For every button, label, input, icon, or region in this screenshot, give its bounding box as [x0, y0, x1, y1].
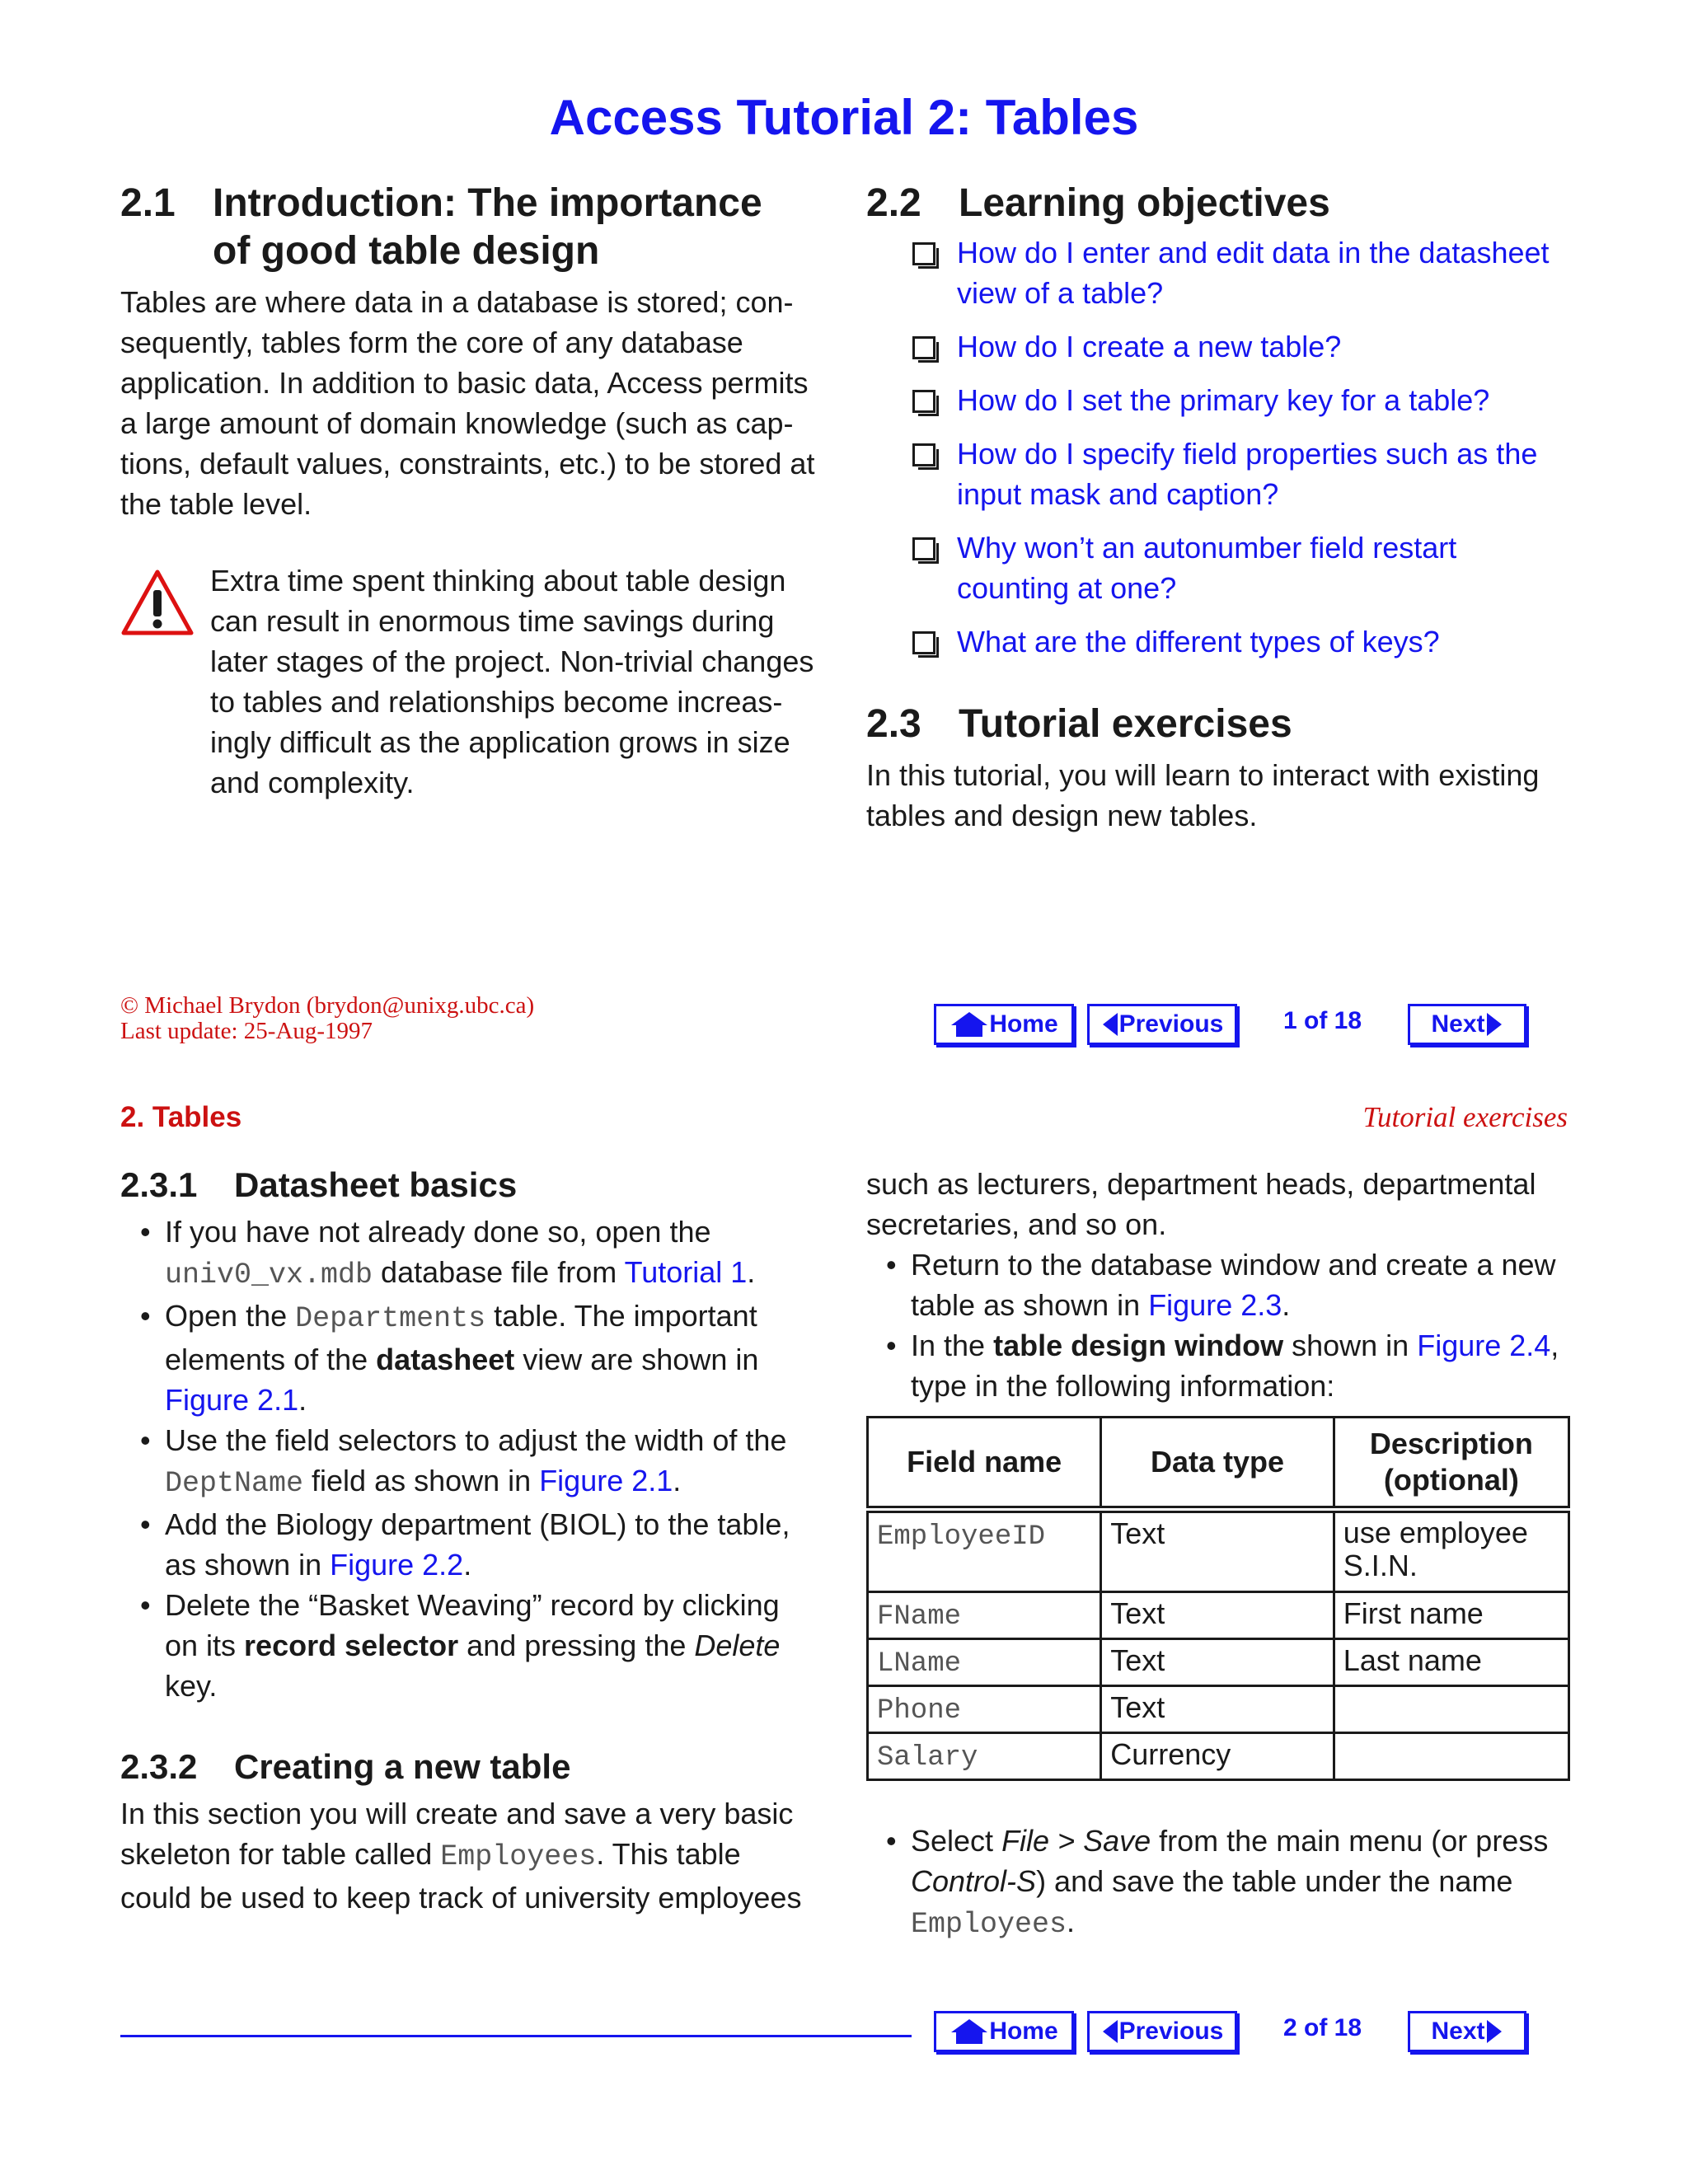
- page-number: 1 of 18: [1283, 1007, 1362, 1034]
- para-line: sequently, tables form the core of any database: [120, 326, 743, 359]
- para-line: In this tutorial, you will learn to interact with existing: [866, 758, 1540, 792]
- text: .: [298, 1383, 307, 1417]
- text: database file from: [373, 1255, 625, 1289]
- table-cell: Currency: [1101, 1733, 1334, 1780]
- warning-line: can result in enormous time savings during: [210, 604, 775, 638]
- objective-item[interactable]: [866, 232, 1608, 313]
- previous-button[interactable]: [1087, 2011, 1237, 2052]
- figure-2-1-link[interactable]: Figure 2.1: [165, 1383, 299, 1417]
- section-number: 2.2: [866, 181, 921, 225]
- next-arrow-icon: [1485, 2018, 1503, 2045]
- text: shown in: [1283, 1329, 1418, 1362]
- table-cell: [1334, 1733, 1568, 1780]
- left-column: [120, 1164, 837, 1918]
- objective-item[interactable]: [866, 527, 1608, 608]
- bold-text: datasheet: [376, 1343, 515, 1376]
- checkbox-icon: [912, 390, 935, 413]
- home-button[interactable]: [934, 2011, 1074, 2052]
- page-title: Access Tutorial 2: Tables: [549, 90, 1139, 145]
- next-arrow-icon: [1485, 1011, 1503, 1038]
- table-row: [868, 1510, 1569, 1592]
- previous-label: Previous: [1118, 1010, 1224, 1038]
- text: table. The important: [485, 1299, 757, 1333]
- home-label: Home: [989, 2018, 1058, 2045]
- text: ,: [1550, 1329, 1559, 1362]
- previous-label: Previous: [1118, 2018, 1224, 2045]
- table-row: [868, 1592, 1569, 1639]
- para-line: secretaries, and so on.: [866, 1207, 1167, 1241]
- objective-line: input mask and caption?: [957, 477, 1279, 511]
- table-header-row: [868, 1418, 1569, 1510]
- text: elements of the: [165, 1343, 377, 1376]
- objective-line: How do I set the primary key for a table?: [957, 383, 1490, 417]
- header-line: (optional): [1383, 1463, 1519, 1497]
- bold-text: record selector: [244, 1629, 459, 1662]
- text: and pressing the: [458, 1629, 695, 1662]
- column-header: [1334, 1418, 1568, 1510]
- table-cell: [1334, 1510, 1568, 1592]
- field-name: Phone: [877, 1695, 962, 1727]
- section-2-1-heading: [120, 180, 829, 275]
- subsection-title: Datasheet basics: [234, 1165, 518, 1204]
- fields-table: [866, 1416, 1570, 1781]
- copyright-footer: [120, 993, 534, 1044]
- table-cell: [1334, 1686, 1568, 1733]
- checkbox-icon: [912, 537, 935, 560]
- objective-item[interactable]: [866, 621, 1608, 662]
- intro-paragraph: [120, 282, 829, 524]
- list-item: [866, 1821, 1616, 1945]
- subsection-title: Creating a new table: [234, 1747, 571, 1786]
- next-label: Next: [1431, 2018, 1485, 2045]
- para-line: a large amount of domain knowledge (such as cap-: [120, 406, 794, 440]
- text: .: [673, 1464, 682, 1497]
- table-name: Employees: [440, 1840, 597, 1873]
- text: skeleton for table called: [120, 1837, 441, 1871]
- list-item: [866, 1325, 1616, 1406]
- copyright: © Michael Brydon (brydon@unixg.ubc.ca): [120, 992, 535, 1019]
- table-cell: [868, 1510, 1101, 1592]
- text: table as shown in: [911, 1288, 1149, 1322]
- tutorial-1-link[interactable]: Tutorial 1: [624, 1255, 748, 1289]
- figure-2-3-link[interactable]: Figure 2.3: [1148, 1288, 1282, 1322]
- header-line: Description: [1369, 1427, 1533, 1460]
- text: Return to the database window and create a new: [911, 1248, 1556, 1282]
- figure-2-4-link[interactable]: Figure 2.4: [1417, 1329, 1551, 1362]
- chapter-header: 2. Tables: [120, 1101, 242, 1133]
- objective-item[interactable]: [866, 434, 1608, 514]
- text: Open the: [165, 1299, 296, 1333]
- table-cell: Last name: [1334, 1639, 1568, 1686]
- para-line: tions, default values, constraints, etc.) to be stored at: [120, 447, 815, 480]
- checkbox-icon: [912, 336, 935, 359]
- text: Use the field selectors to adjust the width of the: [165, 1423, 787, 1457]
- warning-line: later stages of the project. Non-trivial changes: [210, 644, 814, 678]
- objective-line: How do I enter and edit data in the datasheet: [957, 236, 1550, 269]
- text: on its: [165, 1629, 245, 1662]
- figure-2-1-link[interactable]: Figure 2.1: [539, 1464, 673, 1497]
- field-name: Salary: [877, 1742, 978, 1774]
- objective-item[interactable]: [866, 380, 1608, 420]
- list-item: [120, 1504, 837, 1585]
- warning-text: [210, 560, 837, 803]
- table-cell: Text: [1101, 1639, 1334, 1686]
- creating-table-paragraph: [120, 1793, 837, 1918]
- text: field as shown in: [303, 1464, 540, 1497]
- text: from the main menu (or press: [1151, 1824, 1549, 1858]
- text: type in the following information:: [911, 1369, 1335, 1403]
- para-line: Tables are where data in a database is stored; con-: [120, 285, 794, 319]
- table-cell: [868, 1592, 1101, 1639]
- checkbox-icon: [912, 242, 935, 265]
- text: Delete the “Basket Weaving” record by clicking: [165, 1588, 780, 1622]
- home-label: Home: [989, 1010, 1058, 1038]
- checkbox-icon: [912, 631, 935, 654]
- italic-text: Control-S: [911, 1864, 1037, 1898]
- text: ) and save the table under the name: [1036, 1864, 1513, 1898]
- home-icon: [950, 1010, 989, 1038]
- list-item: [120, 1585, 837, 1706]
- footer-rule: [120, 2035, 912, 2037]
- previous-button[interactable]: [1087, 1004, 1237, 1045]
- warning-line: and complexity.: [210, 766, 415, 799]
- objective-line: How do I specify field properties such as the: [957, 437, 1538, 471]
- design-steps: [866, 1244, 1616, 1406]
- field-name: LName: [877, 1648, 962, 1680]
- objectives-list: [866, 232, 1608, 662]
- section-2-3-heading: [866, 701, 1608, 748]
- warning-line: ingly difficult as the application grows in size: [210, 725, 790, 759]
- home-icon: [950, 2018, 989, 2046]
- table-row: [868, 1686, 1569, 1733]
- subsection-number: 2.3.1: [120, 1165, 198, 1204]
- text: .: [747, 1255, 756, 1289]
- section-2-2: [866, 180, 1608, 675]
- column-header: Data type: [1101, 1418, 1334, 1510]
- section-number: 2.1: [120, 181, 176, 225]
- page-number: 2 of 18: [1283, 2014, 1362, 2041]
- file-name: univ0_vx.mdb: [165, 1258, 373, 1291]
- text: . This table: [596, 1837, 741, 1871]
- table-name: Departments: [295, 1302, 486, 1335]
- para-line: could be used to keep track of university employees: [120, 1881, 802, 1915]
- section-2-3: [866, 701, 1608, 836]
- save-steps: [866, 1821, 1616, 1945]
- text: Select: [911, 1824, 1002, 1858]
- text: If you have not already done so, open the: [165, 1215, 711, 1249]
- column-header: Field name: [868, 1418, 1101, 1510]
- text: .: [463, 1548, 472, 1582]
- text: .: [1067, 1905, 1076, 1938]
- section-number: 2.3: [866, 702, 921, 746]
- bold-text: table design window: [993, 1329, 1284, 1362]
- right-column: [866, 1164, 1616, 1945]
- next-button[interactable]: [1408, 2011, 1526, 2052]
- subsection-number: 2.3.2: [120, 1747, 198, 1786]
- table-row: [868, 1639, 1569, 1686]
- italic-text: File > Save: [1001, 1824, 1151, 1858]
- table-name: Employees: [911, 1908, 1067, 1941]
- list-item: [866, 1244, 1616, 1325]
- warning-line: to tables and relationships become increas-: [210, 685, 783, 719]
- objective-line: What are the different types of keys?: [957, 625, 1440, 658]
- text: view are shown in: [514, 1343, 759, 1376]
- text: as shown in: [165, 1548, 331, 1582]
- table-cell: Text: [1101, 1510, 1334, 1592]
- table-cell: [868, 1733, 1101, 1780]
- table-cell: [868, 1639, 1101, 1686]
- desc-line: S.I.N.: [1343, 1549, 1418, 1582]
- home-button[interactable]: [934, 1004, 1074, 1045]
- field-name: EmployeeID: [877, 1521, 1046, 1553]
- next-button[interactable]: [1408, 1004, 1526, 1045]
- text: In the: [911, 1329, 994, 1362]
- table-cell: [868, 1686, 1101, 1733]
- para-line: [120, 1834, 837, 1877]
- objective-line: Why won’t an autonumber field restart: [957, 531, 1457, 565]
- text: key.: [165, 1669, 218, 1703]
- italic-text: Delete: [694, 1629, 781, 1662]
- field-name: DeptName: [165, 1467, 304, 1500]
- objective-item[interactable]: [866, 326, 1608, 367]
- para-line: In this section you will create and save a very basic: [120, 1797, 794, 1830]
- previous-arrow-icon: [1101, 2018, 1119, 2045]
- subsection-2-3-2-heading: [120, 1746, 837, 1788]
- checkbox-icon: [912, 443, 935, 466]
- table-cell: Text: [1101, 1686, 1334, 1733]
- section-title: Learning objectives: [959, 181, 1330, 225]
- table-row: [868, 1733, 1569, 1780]
- table-cell: Text: [1101, 1592, 1334, 1639]
- para-line: application. In addition to basic data, Access permits: [120, 366, 809, 400]
- text: .: [1282, 1288, 1291, 1322]
- objective-line: counting at one?: [957, 571, 1177, 605]
- list-item: [120, 1212, 837, 1296]
- para-line: such as lecturers, department heads, departmental: [866, 1167, 1536, 1201]
- field-name: FName: [877, 1601, 962, 1633]
- datasheet-steps: [120, 1212, 837, 1706]
- para-line: tables and design new tables.: [866, 799, 1258, 832]
- para-line: the table level.: [120, 487, 312, 521]
- section-title: Tutorial exercises: [959, 702, 1292, 746]
- section-title-line2: of good table design: [213, 229, 600, 273]
- table-cell: First name: [1334, 1592, 1568, 1639]
- next-label: Next: [1431, 1010, 1485, 1038]
- figure-2-2-link[interactable]: Figure 2.2: [330, 1548, 464, 1582]
- section-2-2-heading: [866, 180, 1608, 227]
- list-item: [120, 1420, 837, 1504]
- section-title-line1: Introduction: The importance: [213, 181, 762, 225]
- subsection-2-3-1-heading: [120, 1164, 837, 1207]
- warning-icon: [120, 569, 195, 636]
- text: Add the Biology department (BIOL) to the table,: [165, 1507, 790, 1541]
- list-item: [120, 1296, 837, 1420]
- section-2-1: [120, 180, 829, 524]
- last-update: Last update: 25-Aug-1997: [120, 1018, 373, 1044]
- warning-line: Extra time spent thinking about table design: [210, 564, 786, 598]
- desc-line: use employee: [1343, 1516, 1528, 1549]
- objective-line: How do I create a new table?: [957, 330, 1342, 363]
- objective-line: view of a table?: [957, 276, 1164, 310]
- previous-arrow-icon: [1101, 1011, 1119, 1038]
- section-header: Tutorial exercises: [1362, 1101, 1568, 1133]
